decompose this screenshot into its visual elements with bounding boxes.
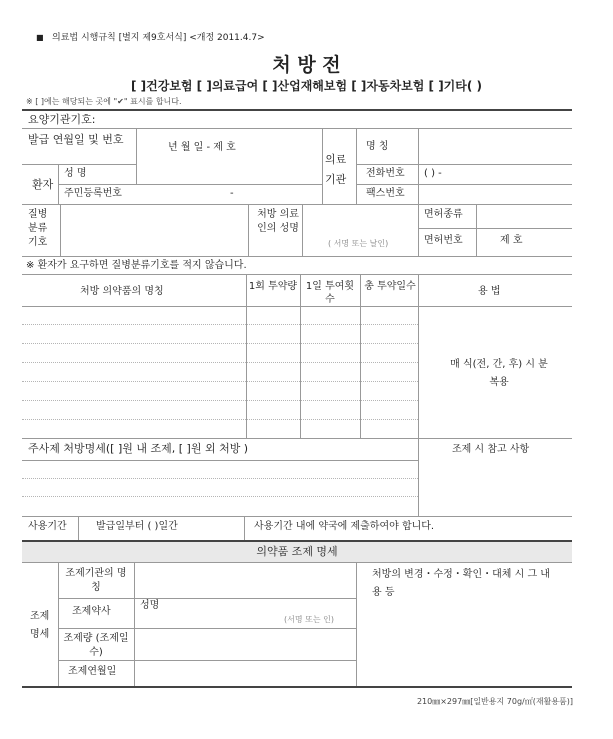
- page-title: 처 방 전: [272, 54, 341, 76]
- dispensing-amount-field[interactable]: [136, 630, 354, 658]
- patient-name-field[interactable]: [138, 166, 320, 183]
- fax-label: 팩스번호: [366, 188, 405, 199]
- disease-code-note: ※ 환자가 요구하면 질병분류기호를 적지 않습니다.: [26, 260, 247, 271]
- injection-row[interactable]: [22, 478, 418, 479]
- patient-label: 환자: [32, 178, 54, 191]
- drug-row[interactable]: [22, 400, 418, 401]
- top-border: [22, 109, 572, 111]
- drug-row[interactable]: [22, 362, 418, 363]
- usage-period-note: 사용기간 내에 약국에 제출하여야 합니다.: [254, 521, 435, 532]
- patient-rrn-label: 주민등록번호: [64, 188, 122, 199]
- dose-header: 1회 투약량: [248, 281, 298, 292]
- drug-row[interactable]: [22, 381, 418, 382]
- institution-code-label[interactable]: 요양기관기호:: [28, 113, 96, 126]
- paper-spec-footer: 210㎜×297㎜[일반용지 70g/㎡(재활용품)]: [416, 697, 573, 706]
- disease-code-field[interactable]: [62, 206, 246, 254]
- prescriber-signature-field[interactable]: ( 서명 또는 날인): [328, 239, 389, 248]
- drug-row[interactable]: [22, 419, 418, 420]
- check-note: ※ [ ]에는 해당되는 곳에 "✔" 표시를 합니다.: [26, 97, 182, 106]
- drug-row[interactable]: [22, 343, 418, 344]
- injection-row[interactable]: [22, 496, 418, 497]
- dispensing-side-label: 조제 명세: [30, 611, 50, 640]
- medical-institution-label: 의료 기관: [325, 153, 347, 186]
- fax-field[interactable]: [420, 186, 570, 203]
- phone-field[interactable]: ( ) -: [424, 168, 442, 179]
- patient-name-label: 성 명: [64, 168, 87, 179]
- dispensing-date-field[interactable]: [136, 662, 354, 684]
- license-number-label: 면허번호: [424, 235, 463, 246]
- prescription-changes-note: 처방의 변경・수정・확인・대체 시 그 내용 등: [372, 569, 550, 598]
- license-type-label: 면허종류: [424, 209, 463, 220]
- prescriber-label: 처방 의료인의 성명: [257, 209, 299, 234]
- usage-period-label: 사용기간: [28, 521, 67, 532]
- phone-label: 전화번호: [366, 168, 405, 179]
- patient-rrn-field[interactable]: -: [230, 188, 234, 199]
- pharmacist-name-label: 성명: [140, 600, 160, 611]
- regulation-text: 의료법 시행규칙 [별지 제9호서식] <개정 2011.4.7>: [52, 33, 265, 43]
- total-days-header: 총 투약일수: [364, 281, 416, 292]
- injection-label[interactable]: 주사제 처방명세([ ]원 내 조제, [ ]원 외 처방 ): [28, 442, 249, 455]
- dispensing-section-title: 의약품 조제 명세: [256, 545, 338, 558]
- drug-name-header: 처방 의약품의 명칭: [80, 286, 164, 297]
- dispensing-institution-field[interactable]: [136, 564, 354, 596]
- usage-period-field[interactable]: 발급일부터 ( )일간: [96, 521, 178, 532]
- dispensing-institution-label: 조제기관의 명칭: [65, 568, 127, 593]
- daily-frequency-header: 1일 투여횟수: [305, 281, 355, 305]
- usage-text: 매 식(전, 간, 후) 시 분 복용: [450, 359, 548, 388]
- disease-code-label: 질병 분류 기호: [28, 209, 48, 248]
- dispensing-date-label: 조제연월일: [68, 666, 117, 677]
- dispensing-amount-label: 조제량 (조제일수): [63, 633, 129, 658]
- usage-header: 용 법: [478, 286, 501, 297]
- dispensing-pharmacist-label: 조제약사: [72, 606, 111, 617]
- issue-date-label: 발급 연월일 및 번호: [28, 133, 124, 146]
- issue-date-field[interactable]: 년 월 일 - 제 호: [168, 142, 236, 153]
- drug-row[interactable]: [22, 324, 418, 325]
- insurance-type-line[interactable]: [ ]건강보험 [ ]의료급여 [ ]산업재해보험 [ ]자동차보험 [ ]기타( ): [130, 79, 483, 93]
- license-type-field[interactable]: [478, 206, 570, 226]
- institution-name-field[interactable]: [420, 130, 570, 164]
- institution-name-label: 명 칭: [366, 141, 389, 152]
- pharmacist-signature-field[interactable]: (서명 또는 인): [284, 615, 334, 624]
- form-square-icon: ■: [36, 33, 44, 42]
- license-number-field[interactable]: 제 호: [500, 235, 523, 246]
- dispensing-reference-note: 조제 시 참고 사항: [452, 444, 530, 455]
